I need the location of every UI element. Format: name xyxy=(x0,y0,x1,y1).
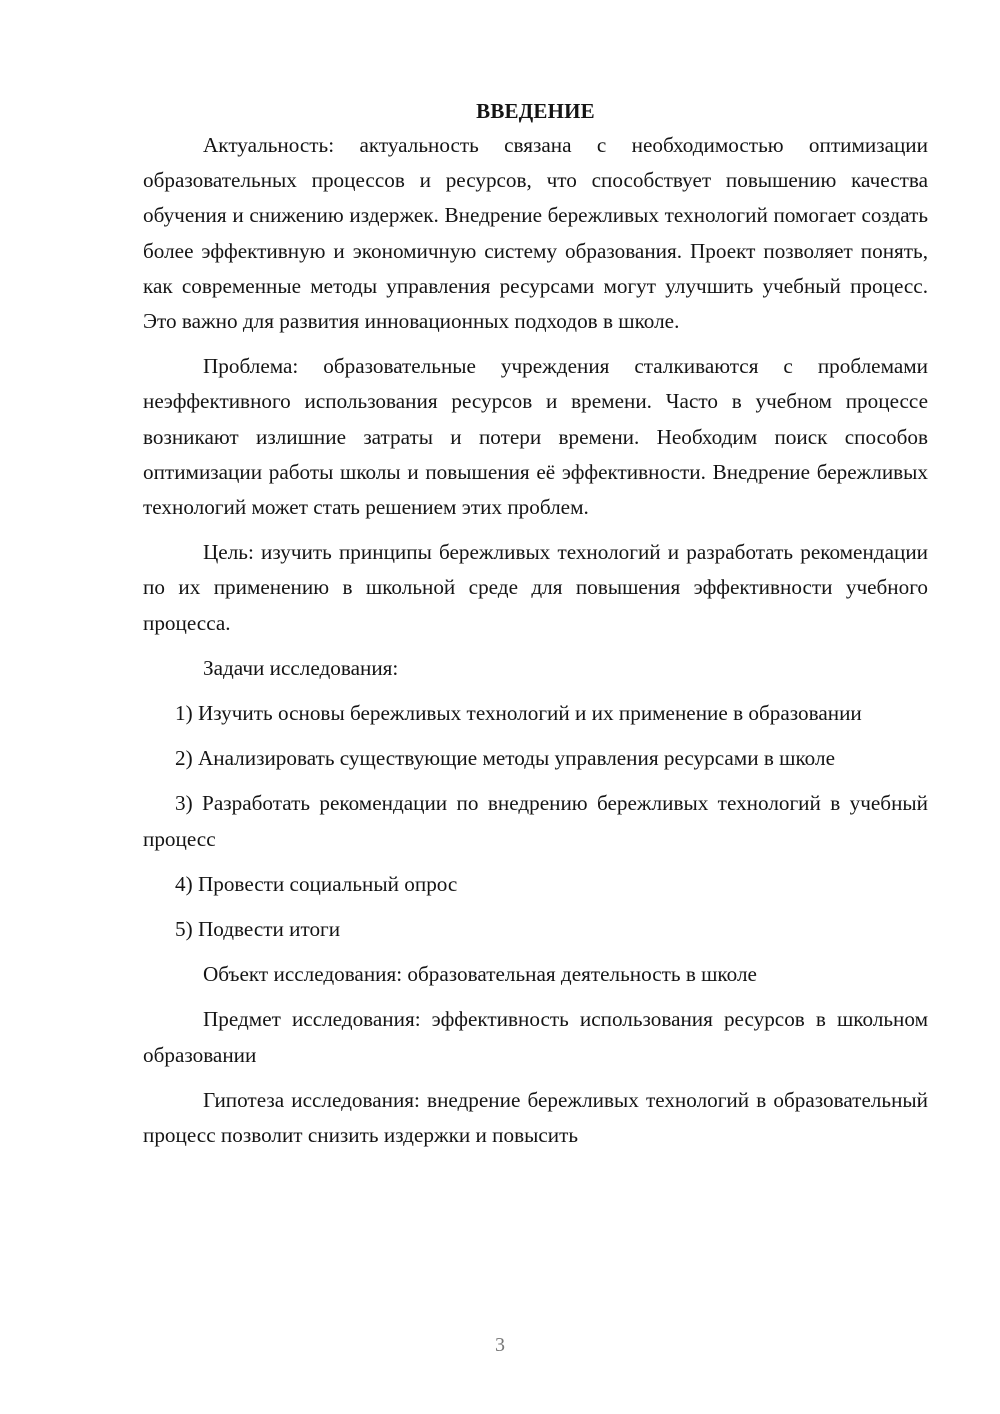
list-item: 1) Изучить основы бережливых технологий и их применение в образовании xyxy=(175,701,862,726)
paragraph-object: Объект исследования: образовательная деятельность в школе xyxy=(203,962,757,987)
tasks-heading: Задачи исследования: xyxy=(203,655,399,680)
list-item: 4) Провести социальный опрос xyxy=(175,871,458,896)
paragraph-hypothesis: Гипотеза исследования: внедрение бережливых технологий в образовательный процесс позволит снизить издержки и повысить xyxy=(143,1087,928,1148)
list-item: 3) Разработать рекомендации по внедрению бережливых технологий в учебный процесс xyxy=(143,791,928,851)
list-item: 5) Подвести итоги xyxy=(175,917,341,942)
paragraph-subject: Предмет исследования: эффективность использования ресурсов в школьном образовании xyxy=(143,1007,928,1067)
list-item: 2) Анализировать существующие методы управления ресурсами в школе xyxy=(175,746,835,771)
paragraph-relevance: Актуальность: актуальность связана с необходимостью оптимизации образовательных процессов и ресурсов, что способствует повышению качества обучения и снижению издержек. Внедрение бережливых технологий помогает создать более эффективную и экономичную систему образования. Проект позволяет понять, как современные методы управления ресурсами могут улучшить учебный процесс. Это важно для развития инновационных подходов в школе. xyxy=(143,133,928,334)
paragraph-goal: Цель: изучить принципы бережливых технологий и разработать рекомендации по их применению в школьной среде для повышения эффективности учебного процесса. xyxy=(143,540,928,635)
section-title: ВВЕДЕНИЕ xyxy=(476,99,595,123)
document-page xyxy=(143,94,928,1153)
page-number: 3 xyxy=(495,1334,505,1356)
tasks-list xyxy=(143,696,928,947)
paragraph-problem: Проблема: образовательные учреждения сталкиваются с проблемами неэффективного использования ресурсов и времени. Часто в учебном процессе возникают излишние затраты и потери времени. Необходим поиск способов оптимизации работы школы и повышения её эффективности. Внедрение бережливых технологий может стать решением этих проблем. xyxy=(143,354,928,520)
